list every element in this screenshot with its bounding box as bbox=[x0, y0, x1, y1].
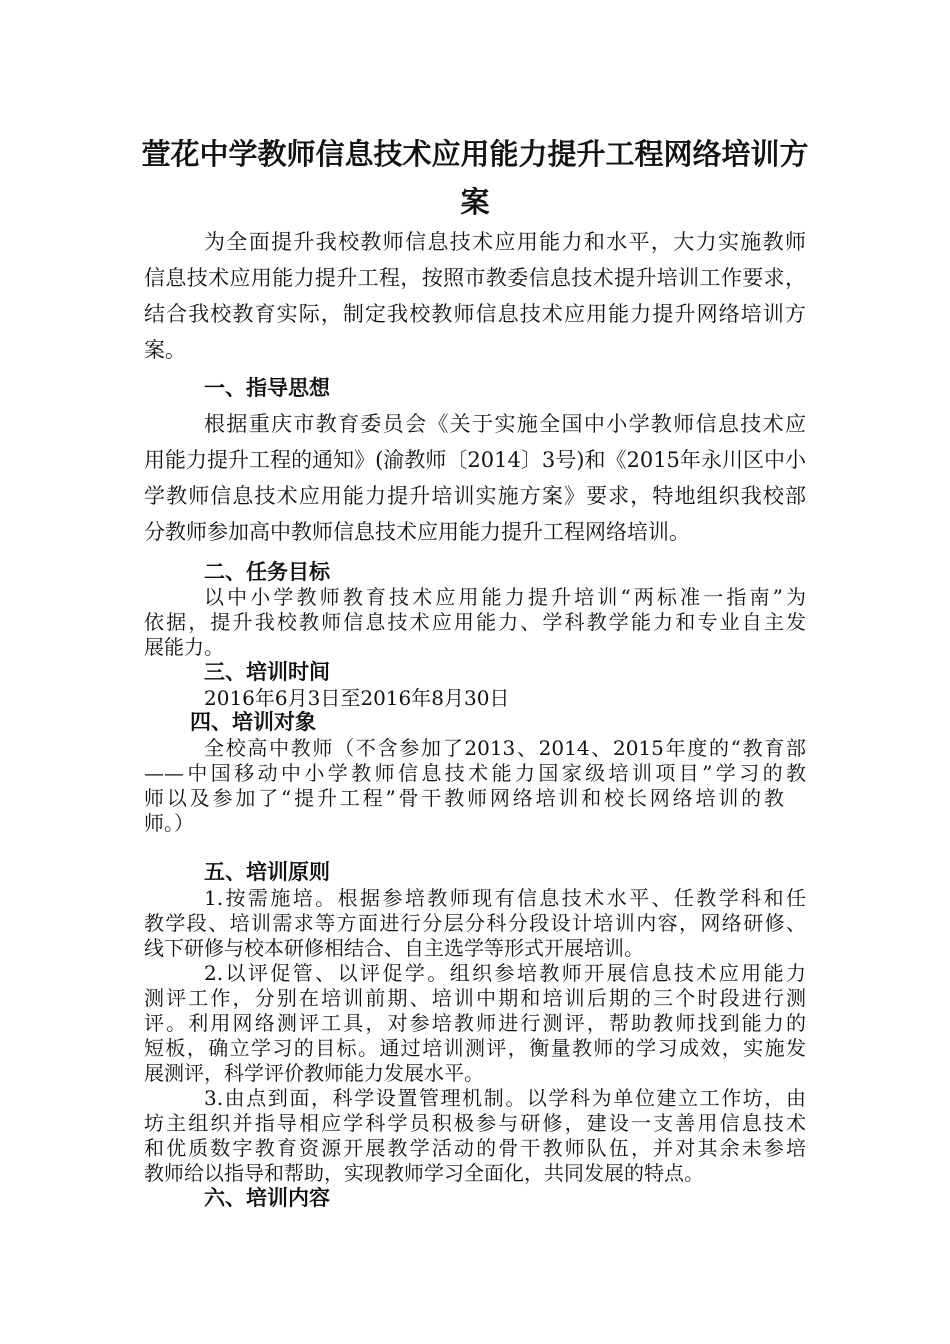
intro-line: 案。 bbox=[144, 338, 186, 362]
section-5-line: 展测评，科学评价教师能力发展水平。 bbox=[144, 1061, 484, 1085]
section-3-line: 2016年6月3日至2016年8月30日 bbox=[204, 686, 510, 710]
section-4-line: 全校高中教师（不含参加了2013、2014、2015年度的“教育部 bbox=[204, 736, 806, 760]
section-4-line: 师以及参加了“提升工程”骨干教师网络培训和校长网络培训的教 bbox=[144, 786, 784, 810]
section-heading: 一、指导思想 bbox=[204, 376, 330, 400]
section-heading: 三、培训时间 bbox=[204, 660, 330, 684]
section-5-line: 和优质数字教育资源开展教学活动的骨干教师队伍，并对其余未参培 bbox=[144, 1136, 806, 1160]
section-4-line: ——中国移动中小学教师信息技术能力国家级培训项目”学习的教 bbox=[144, 761, 806, 785]
intro-line: 结合我校教育实际，制定我校教师信息技术应用能力提升网络培训方 bbox=[144, 302, 806, 326]
section-2-line: 以中小学教师教育技术应用能力提升培训“两标准一指南”为 bbox=[204, 585, 806, 609]
section-heading: 四、培训对象 bbox=[190, 710, 316, 734]
section-5-line: 坊主组织并指导相应学科学员积极参与研修，建设一支善用信息技术 bbox=[144, 1111, 806, 1135]
section-heading: 五、培训原则 bbox=[204, 860, 330, 884]
section-heading: 二、任务目标 bbox=[204, 560, 330, 584]
section-1-line: 根据重庆市教育委员会《关于实施全国中小学教师信息技术应 bbox=[204, 412, 806, 436]
section-5-line: 短板，确立学习的目标。通过培训测评，衡量教师的学习成效，实施发 bbox=[144, 1036, 806, 1060]
section-5-line: 教师给以指导和帮助，实现教师学习全面化，共同发展的特点。 bbox=[144, 1161, 704, 1185]
section-5-line: 评。利用网络测评工具，对参培教师进行测评，帮助教师找到能力的 bbox=[144, 1011, 806, 1035]
section-5-line: 2.以评促管、以评促学。组织参培教师开展信息技术应用能力 bbox=[204, 961, 806, 985]
section-1-line: 分教师参加高中教师信息技术应用能力提升工程网络培训。 bbox=[144, 520, 690, 544]
intro-line: 为全面提升我校教师信息技术应用能力和水平，大力实施教师 bbox=[204, 230, 806, 254]
section-5-line: 3.由点到面，科学设置管理机制。以学科为单位建立工作坊，由 bbox=[204, 1086, 806, 1110]
section-5-line: 测评工作，分别在培训前期、培训中期和培训后期的三个时段进行测 bbox=[144, 986, 806, 1010]
section-5-line: 线下研修与校本研修相结合、自主选学等形式开展培训。 bbox=[144, 936, 644, 960]
document-title-line-2: 案 bbox=[460, 185, 490, 219]
section-2-line: 展能力。 bbox=[144, 635, 224, 659]
section-4-line: 师。） bbox=[144, 811, 194, 835]
section-2-line: 依据，提升我校教师信息技术应用能力、学科教学能力和专业自主发 bbox=[144, 610, 806, 634]
intro-line: 信息技术应用能力提升工程，按照市教委信息技术提升培训工作要求， bbox=[144, 266, 806, 290]
section-5-line: 1.按需施培。根据参培教师现有信息技术水平、任教学科和任 bbox=[204, 886, 806, 910]
section-1-line: 学教师信息技术应用能力提升培训实施方案》要求，特地组织我校部 bbox=[144, 484, 806, 508]
section-5-line: 教学段、培训需求等方面进行分层分科分段设计培训内容，网络研修、 bbox=[144, 911, 806, 935]
section-1-line: 用能力提升工程的通知》(渝教师〔2014〕3号)和《2015年永川区中小 bbox=[144, 448, 806, 472]
document-title-line-1: 萱花中学教师信息技术应用能力提升工程网络培训方 bbox=[141, 137, 809, 171]
section-heading: 六、培训内容 bbox=[204, 1186, 330, 1210]
